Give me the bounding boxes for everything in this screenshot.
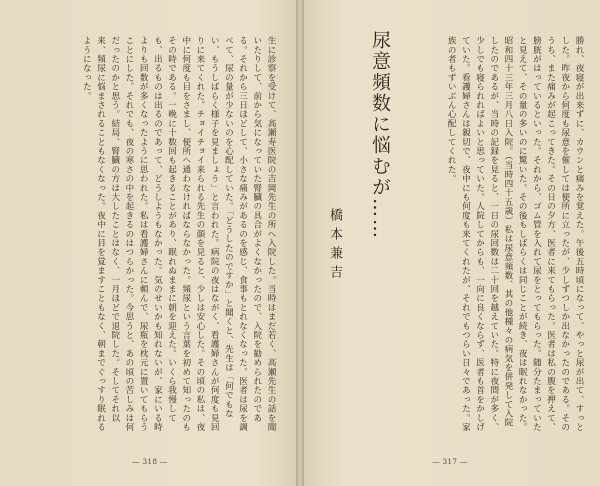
right-page	[300, 0, 600, 486]
article-title: 尿意頻数に悩むが……	[369, 30, 391, 240]
right-page-number: ― 317 ―	[432, 458, 468, 466]
right-page-body-text: 勝れ、夜寝が出来ずに、カウンと痛みを覚えた。午後五時頃になって、やっと尿が出て、すっとした。昨夜から何度も尿意を催しては便所に立ったが、少しずつしか出なかったのである。そのうち、また痛みが起こってきた。その日の夕方、医者に来てもらった。医者は私の腹を押えて、膀胱がはっているといった。それから、ゴム管を入れて尿をとってもらった。随分たまっていたと見えて、その量の多いのに驚いた。その後もしばらくは同じことが続き、夜は眠れなかった。昭和四十三年三月八日入院。（当時四十五歳）私は尿意頻数、其の他種々の病気を併発して入院したのであるが、当時の記録を見ると、一日の尿回数は二十回を越えていた。特に夜間が多く、少しでも寝られればよいと思っていた。人院してからも、一向に良くならず、医者も首をかしげていた。看護婦さんは親切で、夜中にも何度も来てくれたが、それでもつらい日々であった。家族の者もずいぶん心配してくれた。	[446, 36, 584, 432]
article-author: 橋本兼吉	[327, 208, 342, 284]
left-page-number: ― 318 ―	[132, 458, 168, 466]
left-page-body-text: 生に診察を受けて、高瀬寿医院の吉岡先生の所へ入院した。当時はまだ若く、高瀬先生の話を聞いたりして、前から気になっていた腎臓の具合がよくなかったので、入院を勧められたのである。それから三日ほどして、小さな痛みがあるのを感じ、食事もとれなくなった。医者は尿を調べて、尿の量が少ないのを心配していた。「どうしたのですか」と聞くと、先生は「何でもない、もうしばらく様子を見ましょう」と言われた。病院の夜はながく、看護婦さんが何度も見回りに来てくれた。チョイチョイ来られる先生の顔を見ると、少しは安心した。その頃の私は、夜中に何度も目をさまし、便所へ通わなければならなかった。頻尿という言葉を初めて知ったのもその時である。一晩に十数回も起きることがあり、眠れぬままに朝を迎えた。いくら我慢しても、出るものは出るのであって、どうしようもなかった。気のせいかも知れないが、家にいる時よりも回数が多くなったように思われた。私は看護婦さんに頼んで、尿瓶を枕元に置いてもらうことにした。それでも、夜の寒さの中を起きるのはつらかった。今思うと、あの頃の苦しみは何だったのかと思う。結局、腎臓の方は大したことはなく、一月ほどで退院した。そしてそれ以来、頻尿に悩まされることもなくなった。夜中に目を覚ますこともなく、朝までぐっすり眠れるようになった。	[81, 36, 276, 432]
